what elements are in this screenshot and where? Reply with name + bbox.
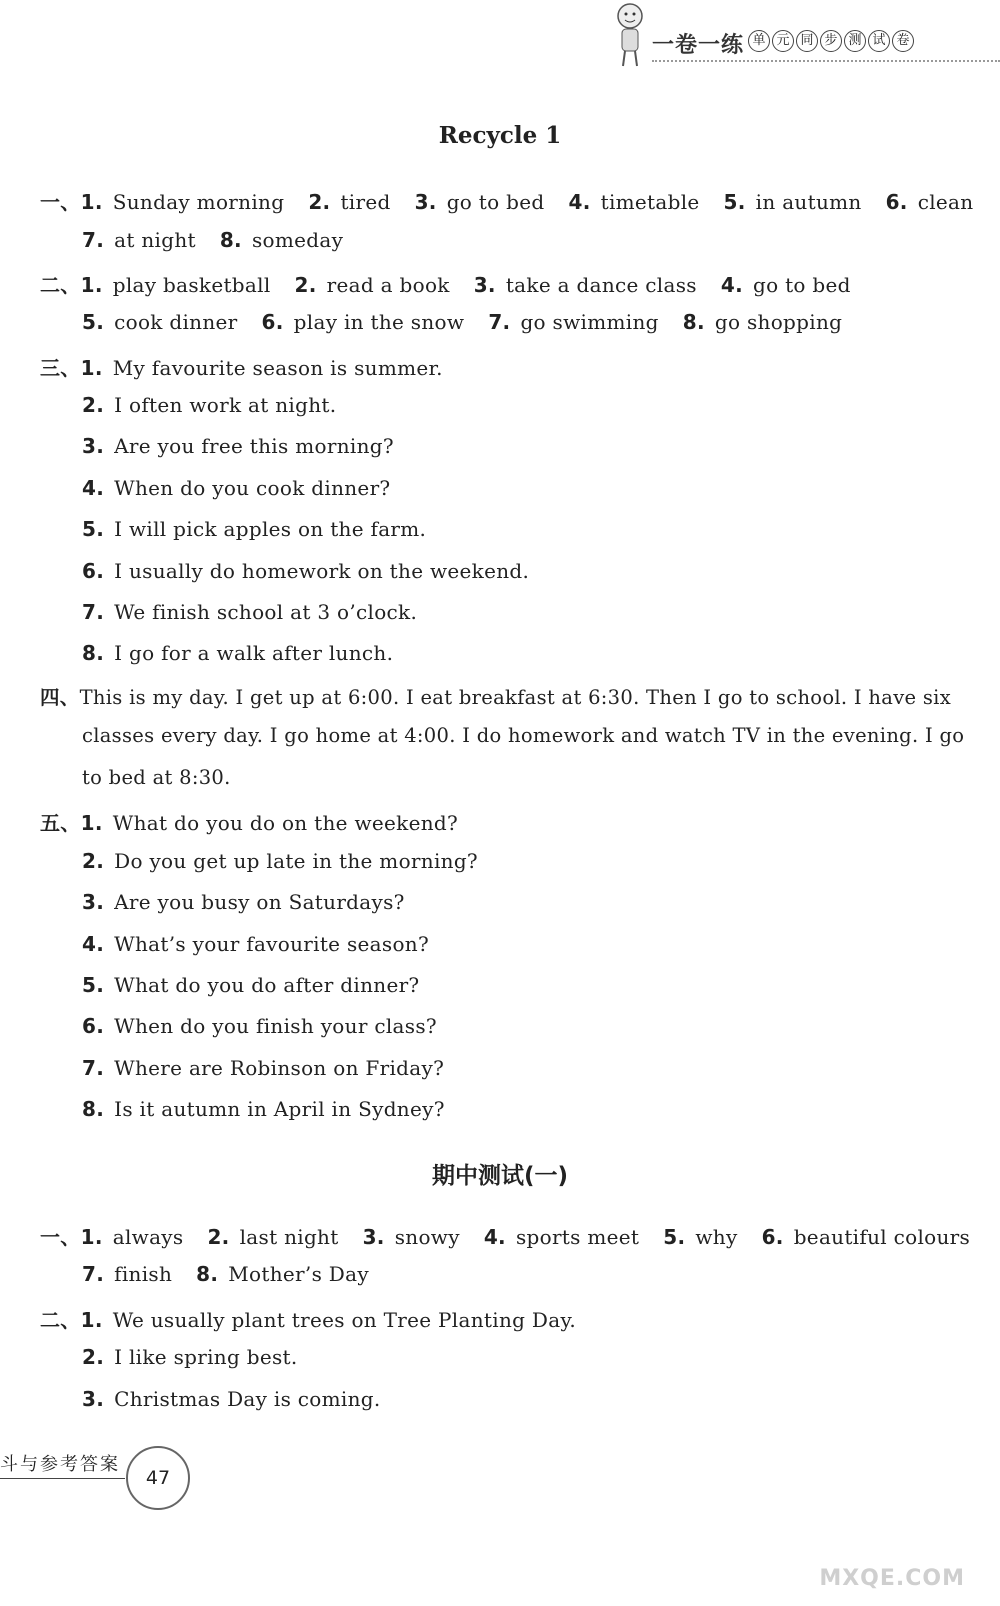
page-number: 47 <box>126 1446 190 1510</box>
header-subtitle: 单 元 同 步 测 试 卷 <box>748 30 916 52</box>
answer-line: 三、1. My favourite season is summer. <box>40 356 443 380</box>
answer-line: 2. Do you get up late in the morning? <box>82 849 478 873</box>
answer-item: 3. snowy <box>362 1225 460 1249</box>
answer-item: 2. tired <box>308 190 391 214</box>
answer-line: 7. Where are Robinson on Friday? <box>82 1056 445 1080</box>
answer-item: 3. go to bed <box>414 190 545 214</box>
answer-item: 5. why <box>663 1225 738 1249</box>
answer-row <box>82 310 842 334</box>
answer-row <box>40 269 851 298</box>
paragraph-line: 四、This is my day. I get up at 6:00. I eat breakfast at 6:30. Then I go to school. I have six <box>40 686 952 709</box>
answer-line: 3. Are you free this morning? <box>82 434 394 458</box>
answer-row <box>40 186 973 215</box>
part-marker: 一、 <box>40 190 81 214</box>
answer-line: 7. We finish school at 3 o’clock. <box>82 600 418 624</box>
answer-item: 7. finish <box>82 1262 173 1286</box>
mascot-icon <box>610 0 650 70</box>
answer-line: 6. I usually do homework on the weekend. <box>82 559 530 583</box>
answer-item: 1. Sunday morning <box>80 190 285 214</box>
answer-item: 1. play basketball <box>80 273 271 297</box>
answer-item: 2. last night <box>207 1225 339 1249</box>
answer-item: 3. take a dance class <box>473 273 697 297</box>
answer-item: 6. beautiful colours <box>761 1225 971 1249</box>
paragraph-line: to bed at 8:30. <box>82 766 231 789</box>
section-title-recycle1: Recycle 1 <box>438 122 562 149</box>
answer-item: 6. play in the snow <box>261 310 465 334</box>
answer-item: 4. go to bed <box>720 273 851 297</box>
answer-line: 5. What do you do after dinner? <box>82 973 420 997</box>
header-banner <box>600 0 1000 80</box>
part-marker: 五、 <box>40 811 81 835</box>
answer-line: 6. When do you finish your class? <box>82 1014 437 1038</box>
header-divider <box>652 60 1000 62</box>
answer-line: 3. Are you busy on Saturdays? <box>82 890 405 914</box>
answer-line: 4. When do you cook dinner? <box>82 476 391 500</box>
answer-line: 4. What’s your favourite season? <box>82 932 430 956</box>
part-marker: 四、 <box>40 686 80 709</box>
answer-item: 4. sports meet <box>483 1225 640 1249</box>
part-marker: 一、 <box>40 1225 81 1249</box>
answer-item: 8. go shopping <box>682 310 843 334</box>
part-marker: 二、 <box>40 273 81 297</box>
footer-divider <box>0 1478 125 1479</box>
watermark: MXQE.COM <box>819 1566 965 1591</box>
answer-item: 7. go swimming <box>488 310 659 334</box>
answer-line: 5. I will pick apples on the farm. <box>82 517 427 541</box>
answer-line: 2. I often work at night. <box>82 393 337 417</box>
answer-item: 2. read a book <box>294 273 450 297</box>
answer-line: 2. I like spring best. <box>82 1345 298 1369</box>
answer-line: 8. I go for a walk after lunch. <box>82 641 394 665</box>
answer-row <box>40 1221 970 1250</box>
section-title-midterm1: 期中测试(一) <box>431 1163 569 1189</box>
answer-item: 4. timetable <box>568 190 700 214</box>
part-marker: 二、 <box>40 1308 81 1332</box>
answer-row <box>82 228 343 252</box>
answer-item: 6. clean <box>885 190 974 214</box>
answer-line: 8. Is it autumn in April in Sydney? <box>82 1097 445 1121</box>
answer-item: 8. Mother’s Day <box>196 1262 369 1286</box>
part-marker: 三、 <box>40 356 81 380</box>
answer-item: 1. always <box>80 1225 184 1249</box>
answer-row <box>82 1262 369 1286</box>
answer-line: 二、1. We usually plant trees on Tree Planting Day. <box>40 1308 577 1332</box>
answer-item: 8. someday <box>219 228 344 252</box>
answer-item: 7. at night <box>82 228 196 252</box>
paragraph-line: classes every day. I go home at 4:00. I do homework and watch TV in the evening. I go <box>82 724 965 747</box>
footer-label: 斗与参考答案 <box>0 1454 120 1475</box>
answer-item: 5. in autumn <box>723 190 862 214</box>
answer-item: 5. cook dinner <box>82 310 238 334</box>
answer-line: 3. Christmas Day is coming. <box>82 1387 381 1411</box>
brand-title: 一卷一练 <box>652 33 745 58</box>
answer-line: 五、1. What do you do on the weekend? <box>40 811 459 835</box>
